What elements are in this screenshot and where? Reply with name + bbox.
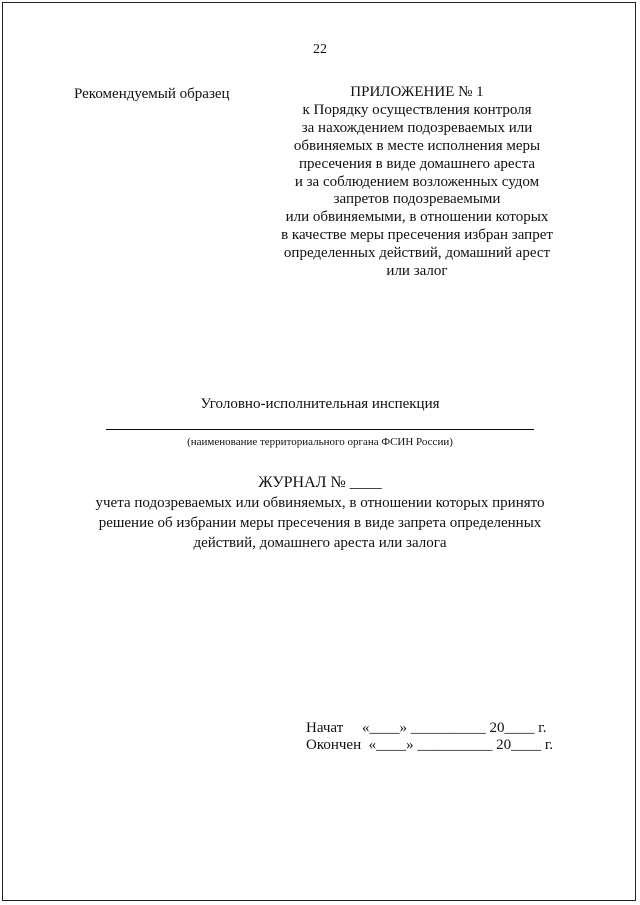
journal-purpose-line: действий, домашнего ареста или залога (193, 535, 447, 551)
appendix-block (262, 84, 572, 281)
signature-line (106, 429, 534, 430)
date-finished: Окончен «____» __________ 20____ г. (306, 737, 554, 753)
appendix-line: запретов подозреваемыми (333, 191, 501, 208)
appendix-line: или обвиняемыми, в отношении которых (285, 209, 549, 226)
inspection-name: Уголовно-исполнительная инспекция (200, 396, 440, 412)
appendix-line: ПРИЛОЖЕНИЕ № 1 (350, 84, 484, 100)
appendix-line: в качестве меры пресечения избран запрет (281, 227, 553, 244)
inspection-caption: (наименование территориального органа ФСИН России) (187, 436, 453, 448)
journal-purpose (60, 493, 580, 553)
appendix-line: за нахождением подозреваемых или (301, 119, 533, 136)
sample-label: Рекомендуемый образец (74, 86, 230, 102)
journal-purpose-line: учета подозреваемых или обвиняемых, в отношении которых принято (95, 495, 545, 511)
date-started: Начат «____» __________ 20____ г. (306, 720, 547, 736)
appendix-line: обвиняемых в месте исполнения меры (293, 137, 541, 154)
appendix-line: или залог (386, 263, 448, 280)
appendix-line: и за соблюдением возложенных судом (294, 173, 540, 190)
page-number: 22 (313, 42, 327, 57)
journal-title: ЖУРНАЛ № ____ (258, 474, 382, 491)
appendix-line: определенных действий, домашний арест (283, 245, 551, 262)
appendix-line: пресечения в виде домашнего ареста (299, 155, 535, 172)
dates-block (306, 720, 553, 754)
appendix-line: к Порядку осуществления контроля (302, 101, 532, 118)
journal-purpose-line: решение об избрании меры пресечения в виде запрета определенных (98, 515, 542, 531)
